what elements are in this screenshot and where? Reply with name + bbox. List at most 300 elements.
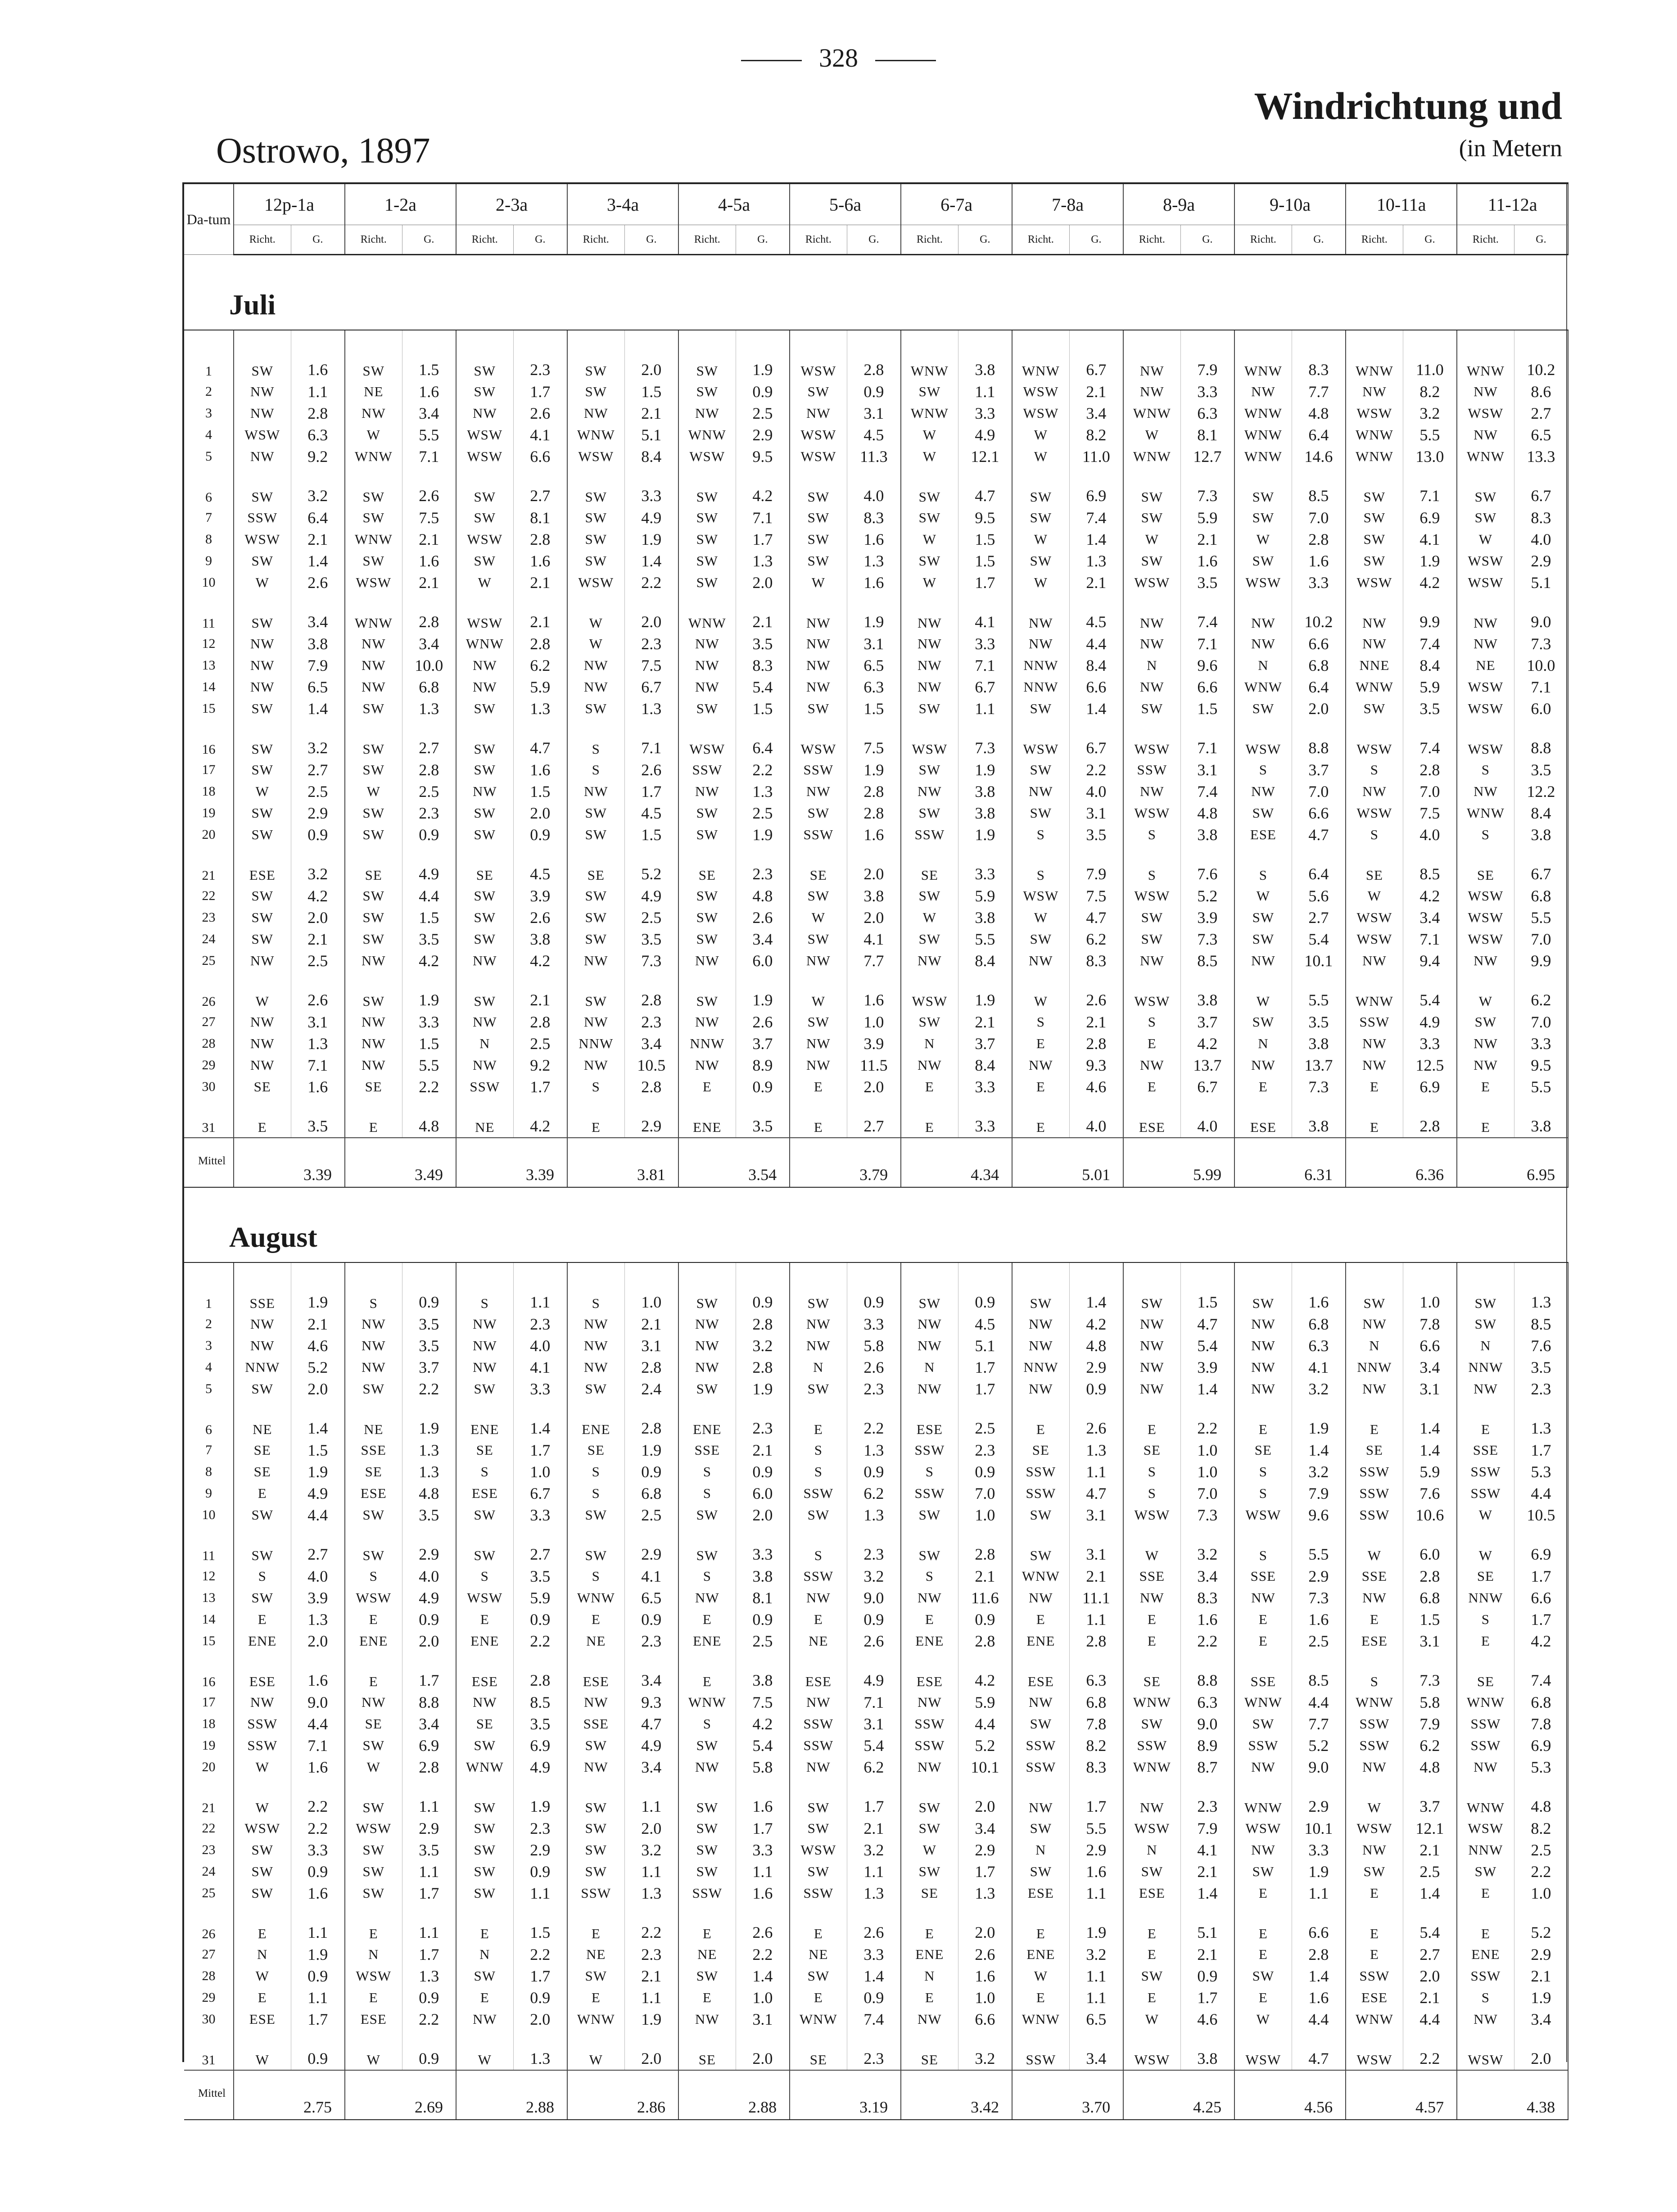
wind-direction-cell: ESE bbox=[234, 1652, 291, 1692]
wind-speed-cell: 5.9 bbox=[513, 1587, 567, 1609]
day-number: 21 bbox=[184, 846, 234, 885]
wind-speed-cell: 7.4 bbox=[847, 2008, 901, 2030]
wind-speed-cell: 1.3 bbox=[402, 1461, 456, 1483]
wind-speed-cell: 4.2 bbox=[958, 1652, 1012, 1692]
wind-speed-cell: 2.9 bbox=[402, 1526, 456, 1565]
wind-speed-cell: 2.1 bbox=[1514, 1965, 1568, 1987]
wind-direction-cell: E bbox=[1012, 1904, 1069, 1944]
wind-speed-cell: 1.9 bbox=[958, 824, 1012, 846]
richt-subheader: Richt. bbox=[1234, 225, 1292, 255]
wind-speed-cell: 6.3 bbox=[1180, 1692, 1234, 1713]
wind-direction-cell: SSW bbox=[901, 1735, 958, 1756]
wind-speed-cell: 1.9 bbox=[291, 1262, 345, 1313]
wind-speed-cell: 1.5 bbox=[847, 698, 901, 719]
wind-direction-cell: SW bbox=[567, 1861, 624, 1882]
wind-direction-cell: SSW bbox=[567, 1882, 624, 1904]
wind-speed-cell: 4.6 bbox=[291, 1335, 345, 1357]
wind-direction-cell: NW bbox=[1123, 1054, 1180, 1076]
wind-direction-cell: NW bbox=[1346, 1756, 1403, 1778]
wind-direction-cell: SW bbox=[345, 1735, 402, 1756]
day-number: 7 bbox=[184, 1439, 234, 1461]
wind-speed-cell: 1.7 bbox=[736, 529, 790, 550]
wind-direction-cell: SW bbox=[345, 1882, 402, 1904]
wind-speed-cell: 1.1 bbox=[736, 1861, 790, 1882]
wind-speed-cell: 7.0 bbox=[958, 1483, 1012, 1504]
wind-direction-cell: NE bbox=[345, 381, 402, 403]
wind-direction-cell: ESE bbox=[901, 1400, 958, 1439]
wind-speed-cell: 2.6 bbox=[513, 403, 567, 424]
wind-direction-cell: NW bbox=[234, 1011, 291, 1033]
wind-direction-cell: NE bbox=[567, 1630, 624, 1652]
wind-direction-cell: SW bbox=[345, 467, 402, 507]
wind-speed-cell: 2.8 bbox=[847, 330, 901, 381]
wind-speed-cell: 2.1 bbox=[1180, 1861, 1234, 1882]
wind-speed-cell: 2.6 bbox=[624, 759, 678, 781]
mittel-blank-cell bbox=[901, 2070, 958, 2120]
wind-direction-cell: NW bbox=[1346, 1839, 1403, 1861]
wind-direction-cell: NNW bbox=[1457, 1357, 1514, 1378]
hour-header: 11-12a bbox=[1457, 183, 1568, 225]
wind-direction-cell: SW bbox=[1457, 1861, 1514, 1882]
wind-speed-cell: 2.7 bbox=[1292, 907, 1346, 928]
wind-direction-cell: SW bbox=[456, 1839, 513, 1861]
wind-speed-cell: 4.4 bbox=[291, 1504, 345, 1526]
wind-speed-cell: 7.3 bbox=[958, 719, 1012, 759]
wind-speed-cell: 4.2 bbox=[1069, 1313, 1123, 1335]
wind-speed-cell: 11.1 bbox=[1069, 1587, 1123, 1609]
wind-speed-cell: 3.7 bbox=[1180, 1011, 1234, 1033]
day-number: 25 bbox=[184, 1882, 234, 1904]
wind-speed-cell: 5.5 bbox=[1514, 907, 1568, 928]
wind-direction-cell: SE bbox=[790, 2030, 847, 2070]
wind-speed-cell: 2.1 bbox=[736, 593, 790, 633]
wind-direction-cell: E bbox=[1457, 1098, 1514, 1138]
wind-speed-cell: 1.1 bbox=[624, 1778, 678, 1818]
wind-direction-cell: WSW bbox=[456, 424, 513, 446]
wind-direction-cell: SSE bbox=[345, 1439, 402, 1461]
wind-speed-cell: 3.7 bbox=[736, 1033, 790, 1054]
wind-direction-cell: WNW bbox=[901, 403, 958, 424]
wind-direction-cell: SW bbox=[790, 802, 847, 824]
wind-direction-cell: SW bbox=[1234, 1965, 1292, 1987]
wind-direction-cell: NW bbox=[1123, 676, 1180, 698]
wind-speed-cell: 9.5 bbox=[958, 507, 1012, 529]
wind-direction-cell: SE bbox=[901, 846, 958, 885]
mittel-value: 2.86 bbox=[624, 2070, 678, 2120]
wind-direction-cell: NW bbox=[1012, 633, 1069, 655]
wind-speed-cell: 1.3 bbox=[513, 2030, 567, 2070]
wind-speed-cell: 7.1 bbox=[402, 446, 456, 467]
wind-direction-cell: NW bbox=[678, 1357, 736, 1378]
wind-direction-cell: WNW bbox=[1457, 1778, 1514, 1818]
wind-speed-cell: 14.6 bbox=[1292, 446, 1346, 467]
page-number-rule-right bbox=[875, 60, 936, 61]
wind-speed-cell: 1.0 bbox=[1180, 1439, 1234, 1461]
wind-direction-cell: SW bbox=[345, 1526, 402, 1565]
wind-speed-cell: 4.0 bbox=[402, 1565, 456, 1587]
wind-direction-cell: SE bbox=[456, 1713, 513, 1735]
wind-speed-cell: 3.8 bbox=[1292, 1033, 1346, 1054]
wind-speed-cell: 2.1 bbox=[291, 529, 345, 550]
wind-direction-cell: W bbox=[1123, 2008, 1180, 2030]
wind-speed-cell: 7.3 bbox=[1403, 1652, 1457, 1692]
wind-speed-cell: 2.3 bbox=[513, 330, 567, 381]
mittel-value: 6.31 bbox=[1292, 1138, 1346, 1187]
wind-speed-cell: 2.9 bbox=[624, 1526, 678, 1565]
wind-direction-cell: SW bbox=[790, 529, 847, 550]
wind-speed-cell: 9.0 bbox=[291, 1692, 345, 1713]
wind-direction-cell: SW bbox=[456, 719, 513, 759]
wind-direction-cell: W bbox=[345, 2030, 402, 2070]
wind-speed-cell: 1.7 bbox=[513, 1439, 567, 1461]
wind-direction-cell: E bbox=[234, 1904, 291, 1944]
wind-direction-cell: SE bbox=[1457, 1565, 1514, 1587]
wind-direction-cell: WSW bbox=[1123, 719, 1180, 759]
wind-speed-cell: 1.3 bbox=[291, 1033, 345, 1054]
wind-speed-cell: 3.4 bbox=[624, 1756, 678, 1778]
day-number: 19 bbox=[184, 1735, 234, 1756]
wind-speed-cell: 9.3 bbox=[624, 1692, 678, 1713]
wind-speed-cell: 2.8 bbox=[736, 1357, 790, 1378]
wind-direction-cell: W bbox=[1457, 529, 1514, 550]
wind-speed-cell: 4.9 bbox=[624, 507, 678, 529]
wind-speed-cell: 3.5 bbox=[1292, 1011, 1346, 1033]
day-number: 23 bbox=[184, 1839, 234, 1861]
wind-direction-cell: ENE bbox=[567, 1400, 624, 1439]
wind-speed-cell: 2.9 bbox=[1069, 1839, 1123, 1861]
wind-direction-cell: NW bbox=[1457, 781, 1514, 802]
wind-direction-cell: NW bbox=[1012, 1692, 1069, 1713]
wind-direction-cell: ESE bbox=[456, 1483, 513, 1504]
wind-direction-cell: SW bbox=[345, 1378, 402, 1400]
wind-direction-cell: SW bbox=[678, 1861, 736, 1882]
wind-direction-cell: SW bbox=[901, 467, 958, 507]
wind-direction-cell: WSW bbox=[1457, 1818, 1514, 1839]
wind-direction-cell: WNW bbox=[1346, 676, 1403, 698]
wind-direction-cell: SW bbox=[678, 1818, 736, 1839]
wind-speed-cell: 1.9 bbox=[1292, 1861, 1346, 1882]
wind-direction-cell: NW bbox=[901, 1756, 958, 1778]
wind-direction-cell: SSW bbox=[1346, 1504, 1403, 1526]
wind-direction-cell: WSW bbox=[1123, 802, 1180, 824]
wind-speed-cell: 3.9 bbox=[1180, 1357, 1234, 1378]
wind-direction-cell: W bbox=[901, 1839, 958, 1861]
wind-direction-cell: S bbox=[1346, 759, 1403, 781]
wind-direction-cell: SW bbox=[678, 1839, 736, 1861]
mittel-blank-cell bbox=[456, 2070, 513, 2120]
wind-speed-cell: 6.6 bbox=[1069, 676, 1123, 698]
wind-direction-cell: NW bbox=[567, 1692, 624, 1713]
wind-direction-cell: NE bbox=[234, 1400, 291, 1439]
wind-direction-cell: SW bbox=[567, 467, 624, 507]
wind-direction-cell: NW bbox=[678, 1011, 736, 1033]
wind-direction-cell: E bbox=[567, 1609, 624, 1630]
wind-speed-cell: 1.5 bbox=[513, 781, 567, 802]
wind-speed-cell: 2.0 bbox=[291, 1378, 345, 1400]
wind-direction-cell: SW bbox=[901, 1526, 958, 1565]
wind-direction-cell: SW bbox=[1457, 467, 1514, 507]
wind-direction-cell: WNW bbox=[1346, 1692, 1403, 1713]
wind-speed-cell: 2.8 bbox=[513, 1652, 567, 1692]
wind-direction-cell: NNW bbox=[1457, 1839, 1514, 1861]
wind-direction-cell: SW bbox=[567, 907, 624, 928]
wind-direction-cell: SW bbox=[678, 802, 736, 824]
wind-speed-cell: 6.0 bbox=[736, 1483, 790, 1504]
wind-direction-cell: E bbox=[1123, 1033, 1180, 1054]
wind-speed-cell: 1.5 bbox=[1403, 1609, 1457, 1630]
wind-direction-cell: SW bbox=[456, 928, 513, 950]
wind-direction-cell: WSW bbox=[1457, 885, 1514, 907]
wind-speed-cell: 2.9 bbox=[624, 1098, 678, 1138]
wind-direction-cell: WSW bbox=[1457, 2030, 1514, 2070]
wind-speed-cell: 4.9 bbox=[402, 846, 456, 885]
wind-speed-cell: 2.1 bbox=[513, 572, 567, 593]
table-row bbox=[184, 1839, 1568, 1861]
wind-speed-cell: 1.3 bbox=[736, 550, 790, 572]
wind-speed-cell: 1.1 bbox=[624, 1861, 678, 1882]
wind-speed-cell: 1.3 bbox=[847, 1882, 901, 1904]
wind-direction-cell: NW bbox=[901, 1378, 958, 1400]
wind-speed-cell: 5.9 bbox=[1403, 676, 1457, 698]
wind-direction-cell: SE bbox=[345, 1461, 402, 1483]
wind-direction-cell: WSW bbox=[1123, 2030, 1180, 2070]
mittel-value: 4.57 bbox=[1403, 2070, 1457, 2120]
wind-direction-cell: SE bbox=[234, 1076, 291, 1098]
wind-direction-cell: SW bbox=[790, 1965, 847, 1987]
wind-speed-cell: 2.7 bbox=[513, 1526, 567, 1565]
wind-speed-cell: 7.9 bbox=[1180, 1818, 1234, 1839]
wind-direction-cell: S bbox=[1234, 1526, 1292, 1565]
wind-speed-cell: 6.6 bbox=[1292, 1904, 1346, 1944]
wind-direction-cell: N bbox=[1346, 1335, 1403, 1357]
wind-speed-cell: 4.0 bbox=[1403, 824, 1457, 846]
wind-direction-cell: SE bbox=[1012, 1439, 1069, 1461]
wind-direction-cell: SW bbox=[234, 593, 291, 633]
day-number: 12 bbox=[184, 633, 234, 655]
wind-direction-cell: WNW bbox=[456, 1756, 513, 1778]
wind-speed-cell: 7.8 bbox=[1403, 1313, 1457, 1335]
wind-speed-cell: 5.2 bbox=[958, 1735, 1012, 1756]
wind-direction-cell: WSW bbox=[1012, 719, 1069, 759]
wind-direction-cell: NW bbox=[790, 1587, 847, 1609]
wind-speed-cell: 0.9 bbox=[847, 1461, 901, 1483]
wind-speed-cell: 2.9 bbox=[1292, 1565, 1346, 1587]
day-number: 23 bbox=[184, 907, 234, 928]
wind-direction-cell: NW bbox=[901, 633, 958, 655]
wind-speed-cell: 2.3 bbox=[624, 633, 678, 655]
wind-direction-cell: SSW bbox=[790, 1713, 847, 1735]
wind-direction-cell: SW bbox=[345, 972, 402, 1011]
g-subheader: G. bbox=[847, 225, 901, 255]
table-row bbox=[184, 1076, 1568, 1098]
day-number: 1 bbox=[184, 1262, 234, 1313]
wind-direction-cell: E bbox=[790, 1904, 847, 1944]
wind-speed-cell: 10.1 bbox=[958, 1756, 1012, 1778]
wind-speed-cell: 1.9 bbox=[1292, 1400, 1346, 1439]
wind-speed-cell: 2.0 bbox=[291, 1630, 345, 1652]
wind-speed-cell: 6.0 bbox=[1403, 1526, 1457, 1565]
wind-direction-cell: NW bbox=[1123, 1335, 1180, 1357]
wind-direction-cell: SW bbox=[234, 759, 291, 781]
day-number: 24 bbox=[184, 1861, 234, 1882]
wind-speed-cell: 4.8 bbox=[1069, 1335, 1123, 1357]
wind-speed-cell: 8.2 bbox=[1069, 424, 1123, 446]
wind-speed-cell: 1.9 bbox=[1403, 550, 1457, 572]
wind-speed-cell: 7.3 bbox=[1292, 1076, 1346, 1098]
wind-direction-cell: NW bbox=[567, 676, 624, 698]
wind-direction-cell: E bbox=[1346, 1944, 1403, 1965]
wind-direction-cell: NW bbox=[1123, 1587, 1180, 1609]
wind-speed-cell: 5.1 bbox=[1180, 1904, 1234, 1944]
wind-speed-cell: 3.5 bbox=[402, 1839, 456, 1861]
wind-direction-cell: SW bbox=[456, 759, 513, 781]
wind-speed-cell: 9.9 bbox=[1403, 593, 1457, 633]
wind-direction-cell: W bbox=[567, 2030, 624, 2070]
wind-direction-cell: SW bbox=[678, 381, 736, 403]
wind-speed-cell: 7.4 bbox=[1403, 719, 1457, 759]
wind-speed-cell: 7.1 bbox=[624, 719, 678, 759]
wind-speed-cell: 3.5 bbox=[513, 1713, 567, 1735]
wind-direction-cell: NW bbox=[1234, 1054, 1292, 1076]
wind-speed-cell: 9.2 bbox=[291, 446, 345, 467]
wind-speed-cell: 3.7 bbox=[1403, 1778, 1457, 1818]
wind-direction-cell: NW bbox=[1346, 1587, 1403, 1609]
wind-speed-cell: 1.9 bbox=[958, 972, 1012, 1011]
wind-direction-cell: WSW bbox=[1234, 1504, 1292, 1526]
wind-speed-cell: 1.7 bbox=[291, 2008, 345, 2030]
wind-direction-cell: S bbox=[1012, 1011, 1069, 1033]
wind-speed-cell: 2.0 bbox=[624, 1818, 678, 1839]
wind-direction-cell: SW bbox=[456, 550, 513, 572]
wind-direction-cell: SW bbox=[678, 529, 736, 550]
table-row bbox=[184, 593, 1568, 633]
wind-direction-cell: SW bbox=[1234, 907, 1292, 928]
wind-speed-cell: 2.1 bbox=[1069, 572, 1123, 593]
wind-direction-cell: W bbox=[1123, 1526, 1180, 1565]
wind-speed-cell: 3.7 bbox=[1292, 759, 1346, 781]
wind-direction-cell: NW bbox=[1012, 781, 1069, 802]
wind-speed-cell: 7.6 bbox=[1403, 1483, 1457, 1504]
day-number: 24 bbox=[184, 928, 234, 950]
wind-speed-cell: 7.3 bbox=[1180, 1504, 1234, 1526]
wind-direction-cell: S bbox=[901, 1461, 958, 1483]
wind-speed-cell: 8.7 bbox=[1180, 1756, 1234, 1778]
wind-speed-cell: 2.0 bbox=[847, 846, 901, 885]
wind-speed-cell: 2.1 bbox=[1403, 1987, 1457, 2008]
wind-speed-cell: 4.8 bbox=[1180, 802, 1234, 824]
wind-speed-cell: 1.0 bbox=[736, 1987, 790, 2008]
wind-direction-cell: SSW bbox=[1346, 1965, 1403, 1987]
richt-subheader: Richt. bbox=[456, 225, 513, 255]
wind-direction-cell: WNW bbox=[1123, 1756, 1180, 1778]
day-number: 4 bbox=[184, 424, 234, 446]
wind-direction-cell: SW bbox=[1012, 1504, 1069, 1526]
table-row bbox=[184, 1818, 1568, 1839]
day-number: 16 bbox=[184, 1652, 234, 1692]
wind-direction-cell: WNW bbox=[1457, 802, 1514, 824]
wind-direction-cell: SW bbox=[1234, 467, 1292, 507]
wind-direction-cell: SW bbox=[1346, 467, 1403, 507]
wind-direction-cell: NW bbox=[1012, 1587, 1069, 1609]
wind-direction-cell: WSW bbox=[1012, 403, 1069, 424]
table-row bbox=[184, 907, 1568, 928]
wind-direction-cell: NW bbox=[678, 2008, 736, 2030]
wind-direction-cell: NW bbox=[567, 655, 624, 676]
day-number: 18 bbox=[184, 781, 234, 802]
wind-speed-cell: 2.6 bbox=[736, 907, 790, 928]
wind-direction-cell: E bbox=[1346, 1098, 1403, 1138]
wind-speed-cell: 0.9 bbox=[513, 824, 567, 846]
g-subheader: G. bbox=[958, 225, 1012, 255]
wind-speed-cell: 10.1 bbox=[1292, 1818, 1346, 1839]
month-label: August bbox=[229, 1221, 317, 1253]
wind-speed-cell: 6.5 bbox=[847, 655, 901, 676]
wind-speed-cell: 1.3 bbox=[402, 1439, 456, 1461]
wind-direction-cell: NW bbox=[1457, 381, 1514, 403]
wind-speed-cell: 2.2 bbox=[847, 1400, 901, 1439]
wind-speed-cell: 2.6 bbox=[958, 1944, 1012, 1965]
wind-direction-cell: NW bbox=[1457, 1033, 1514, 1054]
wind-speed-cell: 3.8 bbox=[958, 781, 1012, 802]
wind-speed-cell: 2.3 bbox=[847, 1526, 901, 1565]
day-number: 8 bbox=[184, 1461, 234, 1483]
wind-speed-cell: 3.4 bbox=[1403, 907, 1457, 928]
wind-speed-cell: 2.6 bbox=[736, 1011, 790, 1033]
hour-header: 4-5a bbox=[678, 183, 790, 225]
header-row-subcolumns bbox=[184, 225, 1568, 255]
wind-speed-cell: 1.5 bbox=[402, 907, 456, 928]
wind-direction-cell: E bbox=[1346, 1076, 1403, 1098]
wind-direction-cell: N bbox=[456, 1944, 513, 1965]
wind-table bbox=[184, 182, 1569, 2120]
wind-direction-cell: WSW bbox=[1012, 885, 1069, 907]
wind-direction-cell: NW bbox=[234, 1033, 291, 1054]
wind-speed-cell: 1.7 bbox=[847, 1778, 901, 1818]
wind-speed-cell: 1.1 bbox=[291, 381, 345, 403]
wind-speed-cell: 1.6 bbox=[847, 529, 901, 550]
wind-speed-cell: 2.2 bbox=[402, 2008, 456, 2030]
wind-direction-cell: SSW bbox=[790, 1565, 847, 1587]
wind-direction-cell: WNW bbox=[567, 1587, 624, 1609]
wind-speed-cell: 2.7 bbox=[847, 1098, 901, 1138]
wind-direction-cell: E bbox=[1457, 1400, 1514, 1439]
richt-subheader: Richt. bbox=[1457, 225, 1514, 255]
wind-direction-cell: SSW bbox=[1346, 1483, 1403, 1504]
wind-direction-cell: WNW bbox=[567, 2008, 624, 2030]
wind-direction-cell: NW bbox=[901, 1335, 958, 1357]
wind-direction-cell: SSW bbox=[1012, 1483, 1069, 1504]
wind-direction-cell: SW bbox=[456, 1882, 513, 1904]
wind-direction-cell: N bbox=[456, 1033, 513, 1054]
wind-direction-cell: WNW bbox=[1457, 330, 1514, 381]
wind-speed-cell: 7.8 bbox=[1514, 1713, 1568, 1735]
wind-speed-cell: 3.5 bbox=[736, 633, 790, 655]
day-number: 10 bbox=[184, 1504, 234, 1526]
wind-direction-cell: SW bbox=[234, 550, 291, 572]
wind-speed-cell: 7.5 bbox=[1069, 885, 1123, 907]
wind-direction-cell: S bbox=[456, 1461, 513, 1483]
wind-speed-cell: 1.9 bbox=[291, 1461, 345, 1483]
wind-direction-cell: ENE bbox=[456, 1630, 513, 1652]
wind-speed-cell: 3.3 bbox=[958, 403, 1012, 424]
wind-direction-cell: SW bbox=[234, 1882, 291, 1904]
table-row bbox=[184, 467, 1568, 507]
wind-direction-cell: SW bbox=[567, 1818, 624, 1839]
wind-direction-cell: SSW bbox=[1012, 1756, 1069, 1778]
table-row bbox=[184, 1987, 1568, 2008]
day-number: 2 bbox=[184, 1313, 234, 1335]
wind-direction-cell: S bbox=[567, 759, 624, 781]
